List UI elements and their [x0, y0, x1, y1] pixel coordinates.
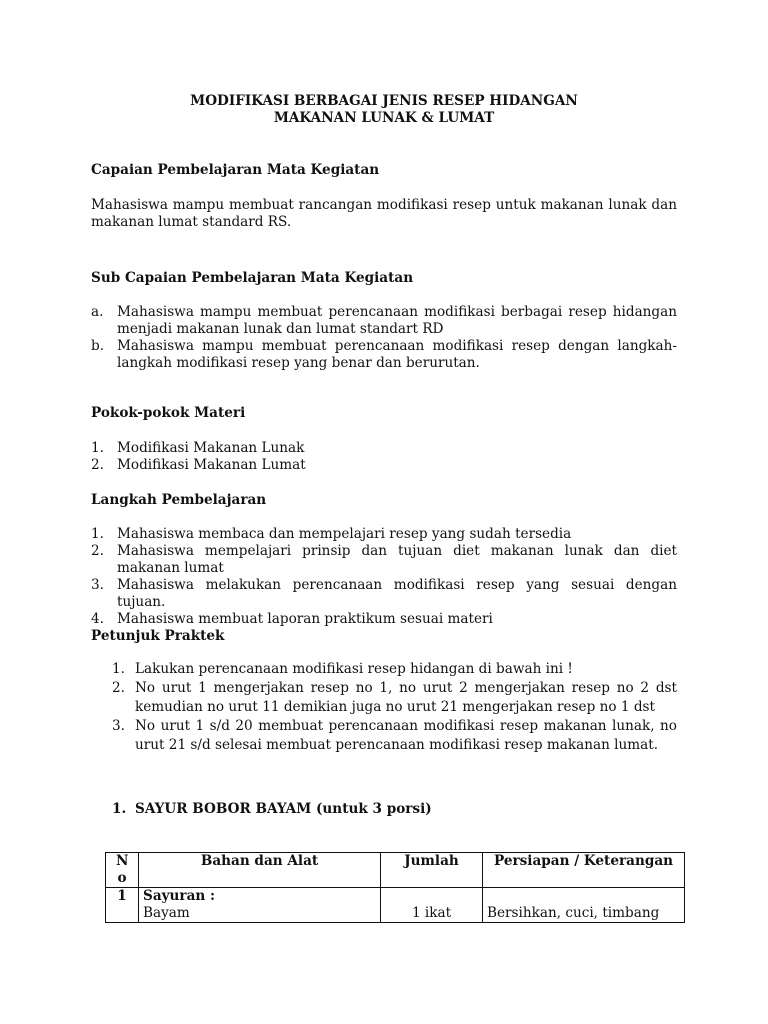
- list-item: [91, 457, 677, 474]
- table-row: [106, 888, 685, 923]
- sub-capaian-list: [91, 304, 677, 372]
- list-marker: b.: [91, 338, 105, 354]
- list-item: [91, 338, 677, 372]
- langkah-list: [91, 526, 677, 628]
- col-header-jumlah: Jumlah: [381, 853, 483, 888]
- capaian-heading: Capaian Pembelajaran Mata Kegiatan: [91, 162, 380, 178]
- cell-no: 1: [106, 888, 139, 923]
- cell-keterangan: Bersihkan, cuci, timbang: [483, 888, 685, 923]
- cell-item: Bayam: [143, 905, 190, 921]
- list-item: [91, 440, 677, 457]
- recipe-table: [105, 852, 685, 923]
- document-title-line-1: MODIFIKASI BERBAGAI JENIS RESEP HIDANGAN: [190, 93, 578, 109]
- list-item: [91, 526, 677, 543]
- list-item-text: Mahasiswa mampu membuat perencanaan modifikasi resep dengan langkah-langkah modifikasi resep yang benar dan berurutan.: [117, 338, 677, 371]
- list-marker: 1.: [112, 661, 125, 677]
- list-item: [112, 717, 677, 755]
- list-marker: 3.: [112, 718, 125, 734]
- list-item-text: Mahasiswa membaca dan mempelajari resep yang sudah tersedia: [117, 526, 572, 542]
- list-item-text: Lakukan perencanaan modifikasi resep hidangan di bawah ini !: [135, 661, 573, 677]
- list-item-text: Mahasiswa mempelajari prinsip dan tujuan diet makanan lunak dan diet makanan lumat: [117, 543, 677, 576]
- list-item: [91, 304, 677, 338]
- cell-jumlah: 1 ikat: [381, 888, 483, 923]
- list-item-text: No urut 1 s/d 20 membuat perencanaan modifikasi resep makanan lunak, no urut 21 s/d selesai membuat perencanaan modifikasi resep makanan lumat.: [135, 718, 677, 753]
- petunjuk-list: [112, 660, 677, 755]
- list-item-text: Mahasiswa membuat laporan praktikum sesuai materi: [117, 611, 493, 627]
- col-header-keterangan: Persiapan / Keterangan: [483, 853, 685, 888]
- list-marker: 2.: [112, 680, 125, 696]
- col-header-no: No: [106, 853, 139, 888]
- cell-category: Sayuran :: [143, 888, 216, 904]
- list-item: [91, 611, 677, 628]
- list-item: [91, 543, 677, 577]
- list-item-text: Modifikasi Makanan Lumat: [117, 457, 306, 473]
- table-header-row: [106, 853, 685, 888]
- petunjuk-heading: Petunjuk Praktek: [91, 628, 225, 644]
- cell-bahan: [139, 888, 381, 923]
- pokok-list: [91, 440, 677, 474]
- list-marker: 2.: [91, 543, 104, 559]
- list-marker: a.: [91, 304, 104, 320]
- list-item-text: Mahasiswa mampu membuat perencanaan modifikasi berbagai resep hidangan menjadi makanan lunak dan lumat standart RD: [117, 304, 677, 337]
- recipe-title: [112, 801, 432, 818]
- list-marker: 1.: [91, 526, 104, 542]
- list-marker: 1.: [91, 440, 104, 456]
- list-item: [112, 660, 677, 679]
- list-item: [112, 679, 677, 717]
- list-item-text: Modifikasi Makanan Lunak: [117, 440, 305, 456]
- list-marker: 4.: [91, 611, 104, 627]
- sub-capaian-heading: Sub Capaian Pembelajaran Mata Kegiatan: [91, 270, 414, 286]
- list-marker: 3.: [91, 577, 104, 593]
- list-marker: 2.: [91, 457, 104, 473]
- recipe-number: 1.: [112, 801, 127, 817]
- document-title-line-2: MAKANAN LUNAK & LUMAT: [273, 110, 495, 126]
- capaian-text: Mahasiswa mampu membuat rancangan modifikasi resep untuk makanan lunak dan makanan lumat standard RS.: [91, 197, 677, 230]
- list-item-text: No urut 1 mengerjakan resep no 1, no urut 2 mengerjakan resep no 2 dst kemudian no urut 11 demikian juga no urut 21 mengerjakan resep no 1 dst: [135, 680, 677, 715]
- recipe-title-text: SAYUR BOBOR BAYAM (untuk 3 porsi): [135, 801, 432, 817]
- list-item: [91, 577, 677, 611]
- list-item-text: Mahasiswa melakukan perencanaan modifikasi resep yang sesuai dengan tujuan.: [117, 577, 677, 610]
- pokok-heading: Pokok-pokok Materi: [91, 405, 246, 421]
- langkah-heading: Langkah Pembelajaran: [91, 492, 267, 508]
- col-header-bahan: Bahan dan Alat: [139, 853, 381, 888]
